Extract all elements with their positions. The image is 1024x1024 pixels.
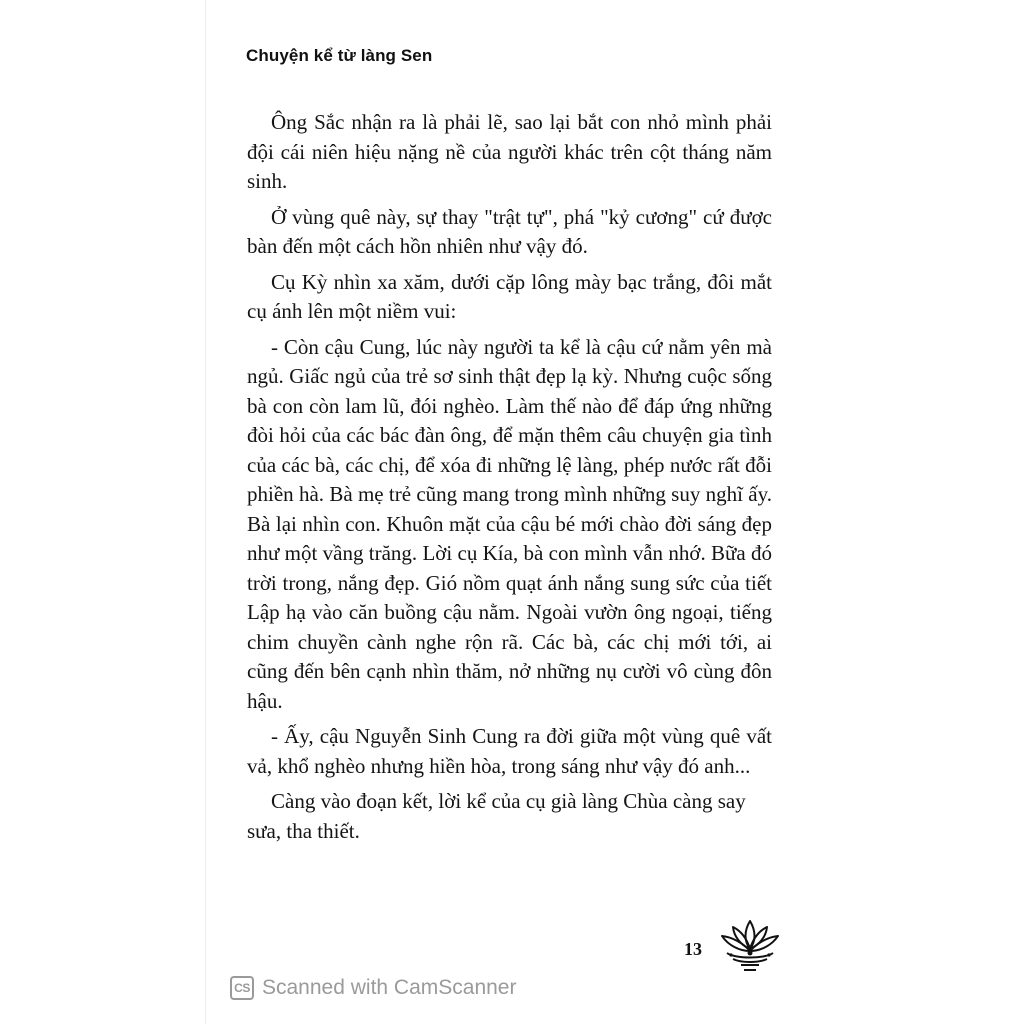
camscanner-watermark bbox=[230, 976, 516, 1000]
camscanner-logo-icon: CS bbox=[230, 976, 254, 1000]
lotus-icon bbox=[717, 915, 783, 977]
paragraph: Ông Sắc nhận ra là phải lẽ, sao lại bắt con nhỏ mình phải đội cái niên hiệu nặng nề của người khác trên cột tháng năm sinh. bbox=[247, 110, 772, 193]
paragraph: - Còn cậu Cung, lúc này người ta kể là cậu cứ nằm yên mà ngủ. Giấc ngủ của trẻ sơ sinh thật đẹp lạ kỳ. Nhưng cuộc sống bà con còn lam lũ, đói nghèo. Làm thế nào để đáp ứng những đòi hỏi của các bác đàn ông, để mặn thêm câu chuyện gia tình của các bà, các chị, để xóa đi những lệ làng, phép nước rất đỗi phiền hà. Bà mẹ trẻ cũng mang trong mình những suy nghĩ ấy. Bà lại nhìn con. Khuôn mặt của cậu bé mới chào đời sáng đẹp như một vầng trăng. Lời cụ Kía, bà con mình vẫn nhớ. Bữa đó trời trong, nắng đẹp. Gió nồm quạt ánh nắng sung sức của tiết Lập hạ vào căn buồng cậu nằm. Ngoài vườn ông ngoại, tiếng chim chuyền cành nghe rộn rã. Các bà, các chị mới tới, ai cũng đến bên cạnh nhìn thăm, nở những nụ cười vô cùng đôn hậu. bbox=[247, 334, 772, 713]
body-text bbox=[247, 108, 772, 852]
paragraph: - Ấy, cậu Nguyễn Sinh Cung ra đời giữa một vùng quê vất vả, khổ nghèo nhưng hiền hòa, trong sáng như vậy đó anh... bbox=[247, 724, 772, 778]
paragraph: Ở vùng quê này, sự thay "trật tự", phá "kỷ cương" cứ được bàn đến một cách hồn nhiên như vậy đó. bbox=[247, 204, 772, 258]
running-head: Chuyện kể từ làng Sen bbox=[246, 46, 433, 65]
paragraph: Càng vào đoạn kết, lời kể của cụ già làng Chùa càng say sưa, tha thiết. bbox=[247, 789, 746, 843]
paragraph: Cụ Kỳ nhìn xa xăm, dưới cặp lông mày bạc trắng, đôi mắt cụ ánh lên một niềm vui: bbox=[247, 269, 772, 323]
watermark-text: Scanned with CamScanner bbox=[262, 976, 517, 999]
page-number: 13 bbox=[684, 939, 702, 959]
